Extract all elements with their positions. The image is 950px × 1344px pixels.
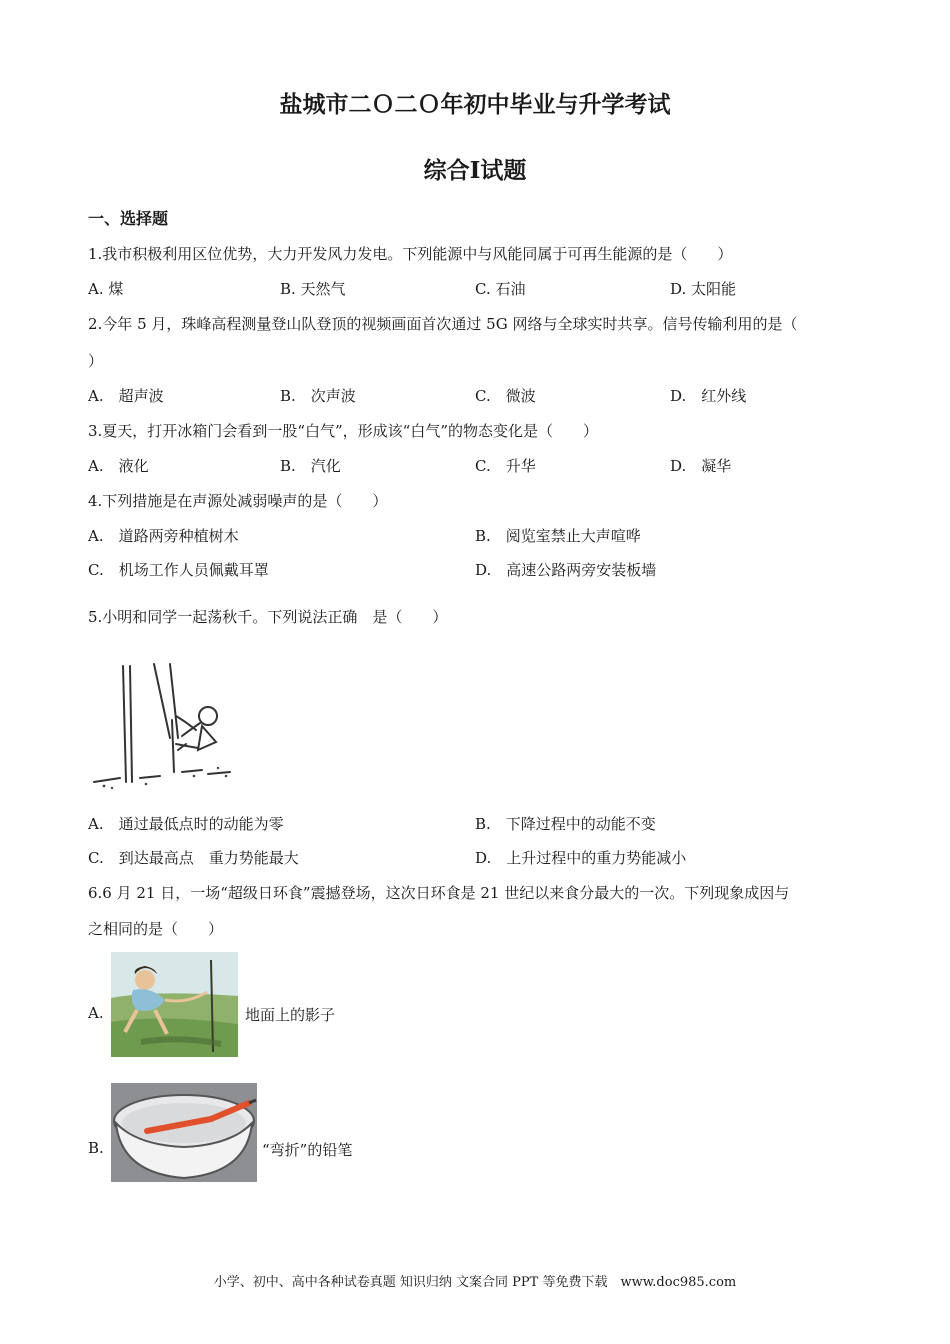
question-4: 4.下列措施是在声源处减弱噪声的是（ ） xyxy=(88,492,388,510)
section-heading: 一、选择题 xyxy=(88,209,169,228)
q1-option-d: D. 太阳能 xyxy=(670,280,737,298)
q2-option-b: B. 次声波 xyxy=(280,387,356,405)
page-subtitle: 综合Ⅰ试题 xyxy=(423,157,527,184)
q2-option-d: D. 红外线 xyxy=(670,387,747,405)
q5-option-b: B. 下降过程中的动能不变 xyxy=(475,815,656,833)
q6-option-b-text: “弯折”的铅笔 xyxy=(262,1141,353,1159)
shadow-photo xyxy=(111,952,238,1057)
q4-option-b: B. 阅览室禁止大声喧哗 xyxy=(475,527,641,545)
question-3: 3.夏天，打开冰箱门会看到一股“白气”，形成该“白气”的物态变化是（ ） xyxy=(88,422,598,440)
question-1: 1.我市积极利用区位优势，大力开发风力发电。下列能源中与风能同属于可再生能源的是（ ） xyxy=(88,245,733,263)
q4-option-d: D. 高速公路两旁安装板墙 xyxy=(475,561,657,579)
q5-option-d: D. 上升过程中的重力势能减小 xyxy=(475,849,687,867)
q2-option-c: C. 微波 xyxy=(475,387,536,405)
question-6: 6.6 月 21 日，一场“超级日环食”震撼登场，这次日环食是 21 世纪以来食分最大的一次。下列现象成因与 xyxy=(88,884,790,902)
q3-option-a: A. 液化 xyxy=(88,457,149,475)
q1-option-b: B. 天然气 xyxy=(280,280,346,298)
q6-option-a-label: A. xyxy=(88,1004,104,1022)
page-title: 盐城市二Ｏ二Ｏ年初中毕业与升学考试 xyxy=(279,91,671,118)
q1-option-c: C. 石油 xyxy=(475,280,526,298)
question-5: 5.小明和同学一起荡秋千。下列说法正确 是（ ） xyxy=(88,608,448,626)
page-footer: 小学、初中、高中各种试卷真题 知识归纳 文案合同 PPT 等免费下载 www.doc985.com xyxy=(213,1275,737,1290)
q1-option-a: A. 煤 xyxy=(88,280,124,298)
q3-option-b: B. 汽化 xyxy=(280,457,341,475)
q3-option-c: C. 升华 xyxy=(475,457,536,475)
bent-pencil-photo xyxy=(111,1083,257,1182)
question-2-cont: ） xyxy=(88,352,104,370)
q6-option-a-text: 地面上的影子 xyxy=(245,1006,336,1024)
question-6-cont: 之相同的是（ ） xyxy=(88,920,224,938)
question-2: 2.今年 5 月，珠峰高程测量登山队登顶的视频画面首次通过 5G 网络与全球实时共享。信号传输利用的是（ xyxy=(88,315,798,333)
q4-option-c: C. 机场工作人员佩戴耳罩 xyxy=(88,561,269,579)
swing-illustration xyxy=(90,660,240,795)
q3-option-d: D. 凝华 xyxy=(670,457,732,475)
q4-option-a: A. 道路两旁种植树木 xyxy=(88,527,239,545)
q2-option-a: A. 超声波 xyxy=(88,387,164,405)
q5-option-a: A. 通过最低点时的动能为零 xyxy=(88,815,284,833)
q6-option-b-label: B. xyxy=(88,1139,104,1157)
q5-option-c: C. 到达最高点 重力势能最大 xyxy=(88,849,299,867)
